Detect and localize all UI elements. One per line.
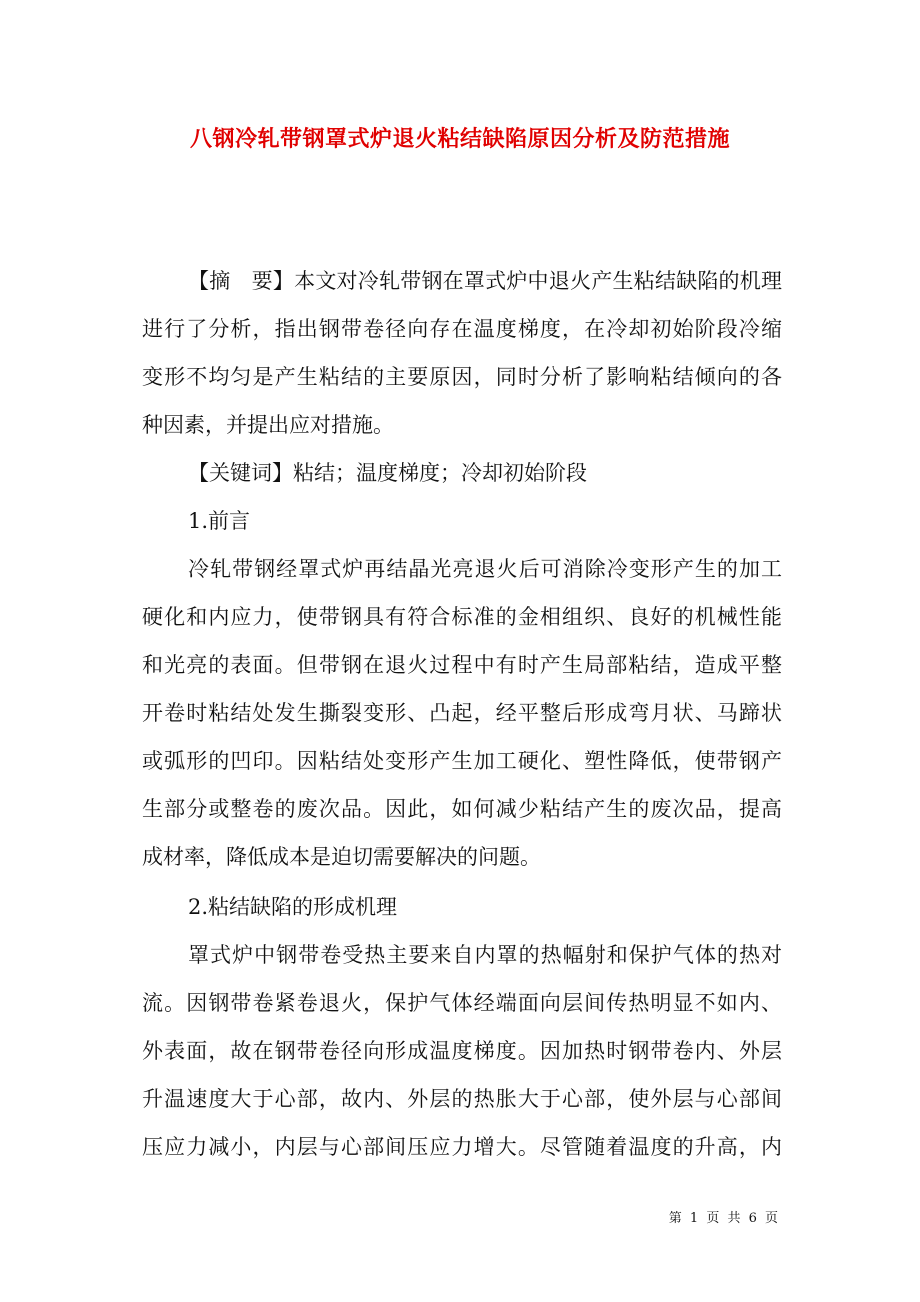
- section-1-line: 冷轧带钢经罩式炉再结晶光亮退火后可消除冷变形产生的加工: [188, 557, 782, 581]
- section-1-heading: 1.前言: [188, 509, 251, 533]
- section-1-line: 生部分或整卷的废次品。因此，如何减少粘结产生的废次品，提高: [142, 797, 782, 821]
- abstract-line: 变形不均匀是产生粘结的主要原因，同时分析了影响粘结倾向的各: [142, 365, 782, 389]
- section-2-line: 升温速度大于心部，故内、外层的热胀大于心部，使外层与心部间: [142, 1087, 782, 1111]
- section-1-line: 硬化和内应力，使带钢具有符合标准的金相组织、良好的机械性能: [142, 605, 782, 629]
- section-2-line: 流。因钢带卷紧卷退火，保护气体经端面向层间传热明显不如内、: [142, 991, 782, 1015]
- abstract-line: 进行了分析，指出钢带卷径向存在温度梯度，在冷却初始阶段冷缩: [142, 317, 782, 341]
- section-1-line: 成材率，降低成本是迫切需要解决的问题。: [142, 845, 541, 869]
- section-1-line: 开卷时粘结处发生撕裂变形、凸起，经平整后形成弯月状、马蹄状: [142, 701, 782, 725]
- page-number: 第 1 页 共 6 页: [668, 1211, 780, 1226]
- section-1-line: 和光亮的表面。但带钢在退火过程中有时产生局部粘结，造成平整: [142, 653, 782, 677]
- section-2-line: 罩式炉中钢带卷受热主要来自内罩的热幅射和保护气体的热对: [188, 943, 782, 967]
- section-1-line: 或弧形的凹印。因粘结处变形产生加工硬化、塑性降低，使带钢产: [142, 749, 782, 773]
- abstract-line: 【摘 要】本文对冷轧带钢在罩式炉中退火产生粘结缺陷的机理: [188, 269, 782, 293]
- section-2-line: 压应力减小，内层与心部间压应力增大。尽管随着温度的升高，内: [142, 1135, 782, 1159]
- keywords: 【关键词】粘结；温度梯度；冷却初始阶段: [188, 461, 587, 485]
- section-2-heading: 2.粘结缺陷的形成机理: [188, 895, 398, 919]
- section-2-line: 外表面，故在钢带卷径向形成温度梯度。因加热时钢带卷内、外层: [142, 1039, 782, 1063]
- abstract-line: 种因素，并提出应对措施。: [142, 413, 394, 437]
- document-title: 八钢冷轧带钢罩式炉退火粘结缺陷原因分析及防范措施: [189, 126, 730, 152]
